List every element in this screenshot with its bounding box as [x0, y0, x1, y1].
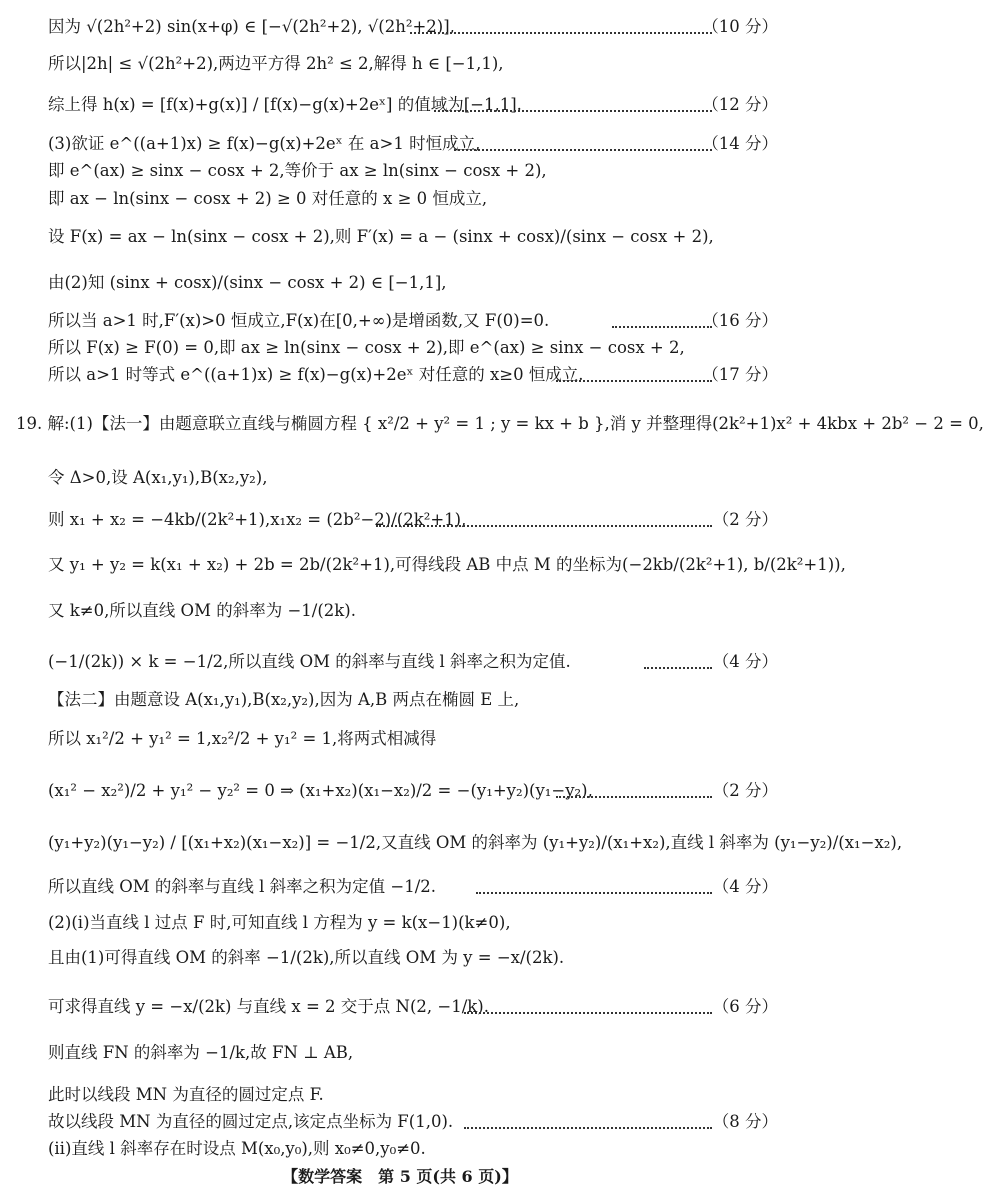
dot-leader — [644, 667, 712, 669]
line-29 — [0, 1132, 800, 1166]
line-5-text: 即 e^(ax) ≥ sinx − cosx + 2,等价于 ax ≥ ln(sinx − cosx + 2), — [48, 161, 547, 180]
line-27-text: 此时以线段 MN 为直径的圆过定点 F. — [48, 1085, 324, 1104]
line-23 — [0, 906, 800, 940]
dot-leader — [464, 1012, 712, 1014]
line-7 — [0, 220, 800, 254]
dot-leader — [556, 796, 712, 798]
dot-leader — [410, 32, 712, 34]
line-1 — [0, 10, 800, 44]
dot-leader — [454, 149, 712, 151]
dot-leader — [434, 110, 712, 112]
score-8: （8 分） — [712, 1112, 778, 1131]
line-28-text: 故以线段 MN 为直径的圆过定点,该定点坐标为 F(1,0). — [48, 1112, 454, 1131]
line-29-text: (ⅱ)直线 l 斜率存在时设点 M(x₀,y₀),则 x₀≠0,y₀≠0. — [48, 1139, 426, 1158]
dot-leader — [464, 1127, 712, 1129]
score-2b: （2 分） — [712, 781, 778, 800]
line-6-text: 即 ax − ln(sinx − cosx + 2) ≥ 0 对任意的 x ≥ 0 恒成立, — [48, 189, 488, 208]
line-11 — [0, 358, 800, 392]
line-6 — [0, 182, 800, 216]
line-4-text: (3)欲证 e^((a+1)x) ≥ f(x)−g(x)+2eˣ 在 a>1 时恒成立, — [48, 134, 481, 153]
problem-19-header — [0, 407, 984, 441]
score-2: （2 分） — [712, 510, 778, 529]
line-20-text: (x₁² − x₂²)/2 + y₁² − y₂² = 0 ⇒ (x₁+x₂)(x₁−x₂)/2 = −(y₁+y₂)(y₁−y₂), — [48, 781, 593, 800]
line-13 — [0, 461, 800, 495]
line-3 — [0, 88, 800, 122]
score-6: （6 分） — [712, 997, 778, 1016]
line-20 — [0, 774, 800, 808]
line-17-text: (−1/(2k)) × k = −1/2,所以直线 OM 的斜率与直线 l 斜率之积为定值. — [48, 652, 571, 671]
line-7-text: 设 F(x) = ax − ln(sinx − cosx + 2),则 F′(x) = a − (sinx + cosx)/(sinx − cosx + 2), — [48, 227, 714, 246]
line-8-text: 由(2)知 (sinx + cosx)/(sinx − cosx + 2) ∈ [−1,1], — [48, 273, 447, 292]
dot-leader — [612, 326, 712, 328]
score-4b: （4 分） — [712, 877, 778, 896]
line-1-text: 因为 √(2h²+2) sin(x+φ) ∈ [−√(2h²+2), √(2h²+2)], — [48, 17, 455, 36]
line-23-text: (2)(ⅰ)当直线 l 过点 F 时,可知直线 l 方程为 y = k(x−1)(k≠0), — [48, 913, 511, 932]
line-19 — [0, 722, 800, 756]
score-14: （14 分） — [702, 134, 778, 153]
line-8 — [0, 266, 800, 300]
line-10-text: 所以 F(x) ≥ F(0) = 0,即 ax ≥ ln(sinx − cosx + 2),即 e^(ax) ≥ sinx − cosx + 2, — [48, 338, 685, 357]
line-21-text: (y₁+y₂)(y₁−y₂) / [(x₁+x₂)(x₁−x₂)] = −1/2,又直线 OM 的斜率为 (y₁+y₂)/(x₁+x₂),直线 l 斜率为 (y₁−y₂)/(x₁−x₂), — [48, 833, 903, 852]
score-16: （16 分） — [702, 311, 778, 330]
dot-leader — [476, 892, 712, 894]
line-13-text: 令 Δ>0,设 A(x₁,y₁),B(x₂,y₂), — [48, 468, 268, 487]
line-22-text: 所以直线 OM 的斜率与直线 l 斜率之积为定值 −1/2. — [48, 877, 437, 896]
score-10: （10 分） — [702, 17, 778, 36]
line-26 — [0, 1036, 800, 1070]
line-12-text: 19. 解:(1)【法一】由题意联立直线与椭圆方程 { x²/2 + y² = 1 ; y = kx + b },消 y 并整理得(2k²+1)x² + 4kbx + 2b² − 2 = 0, — [16, 414, 984, 433]
line-25-text: 可求得直线 y = −x/(2k) 与直线 x = 2 交于点 N(2, −1/k). — [48, 997, 489, 1016]
line-17 — [0, 645, 800, 679]
line-24 — [0, 941, 800, 975]
score-4: （4 分） — [712, 652, 778, 671]
dot-leader — [376, 525, 712, 527]
line-21 — [0, 826, 903, 860]
line-11-text: 所以 a>1 时等式 e^((a+1)x) ≥ f(x)−g(x)+2eˣ 对任意的 x≥0 恒成立. — [48, 365, 584, 384]
line-15 — [0, 548, 846, 582]
line-14-text: 则 x₁ + x₂ = −4kb/(2k²+1),x₁x₂ = (2b²−2)/(2k²+1), — [48, 510, 467, 529]
line-22 — [0, 870, 800, 904]
line-26-text: 则直线 FN 的斜率为 −1/k,故 FN ⊥ AB, — [48, 1043, 354, 1062]
score-17: （17 分） — [702, 365, 778, 384]
line-9-text: 所以当 a>1 时,F′(x)>0 恒成立,F(x)在[0,+∞)是增函数,又 F(0)=0. — [48, 311, 550, 330]
line-18-text: 【法二】由题意设 A(x₁,y₁),B(x₂,y₂),因为 A,B 两点在椭圆 E 上, — [48, 690, 520, 709]
score-12: （12 分） — [702, 95, 778, 114]
line-2 — [0, 47, 800, 81]
dot-leader — [556, 380, 712, 382]
line-16-text: 又 k≠0,所以直线 OM 的斜率为 −1/(2k). — [48, 601, 356, 620]
line-15-text: 又 y₁ + y₂ = k(x₁ + x₂) + 2b = 2b/(2k²+1),可得线段 AB 中点 M 的坐标为(−2kb/(2k²+1), b/(2k²+1)), — [48, 555, 846, 574]
line-25 — [0, 990, 800, 1024]
line-24-text: 且由(1)可得直线 OM 的斜率 −1/(2k),所以直线 OM 为 y = −x/(2k). — [48, 948, 565, 967]
page-footer: 【数学答案 第 5 页(共 6 页)】 — [282, 1167, 518, 1186]
line-19-text: 所以 x₁²/2 + y₁² = 1,x₂²/2 + y₁² = 1,将两式相减得 — [48, 729, 437, 748]
line-14 — [0, 503, 800, 537]
line-3-text: 综上得 h(x) = [f(x)+g(x)] / [f(x)−g(x)+2eˣ] 的值域为[−1,1]. — [48, 95, 522, 114]
line-2-text: 所以|2h| ≤ √(2h²+2),两边平方得 2h² ≤ 2,解得 h ∈ [−1,1), — [48, 54, 504, 73]
method-2-header — [0, 683, 800, 717]
line-16 — [0, 594, 800, 628]
